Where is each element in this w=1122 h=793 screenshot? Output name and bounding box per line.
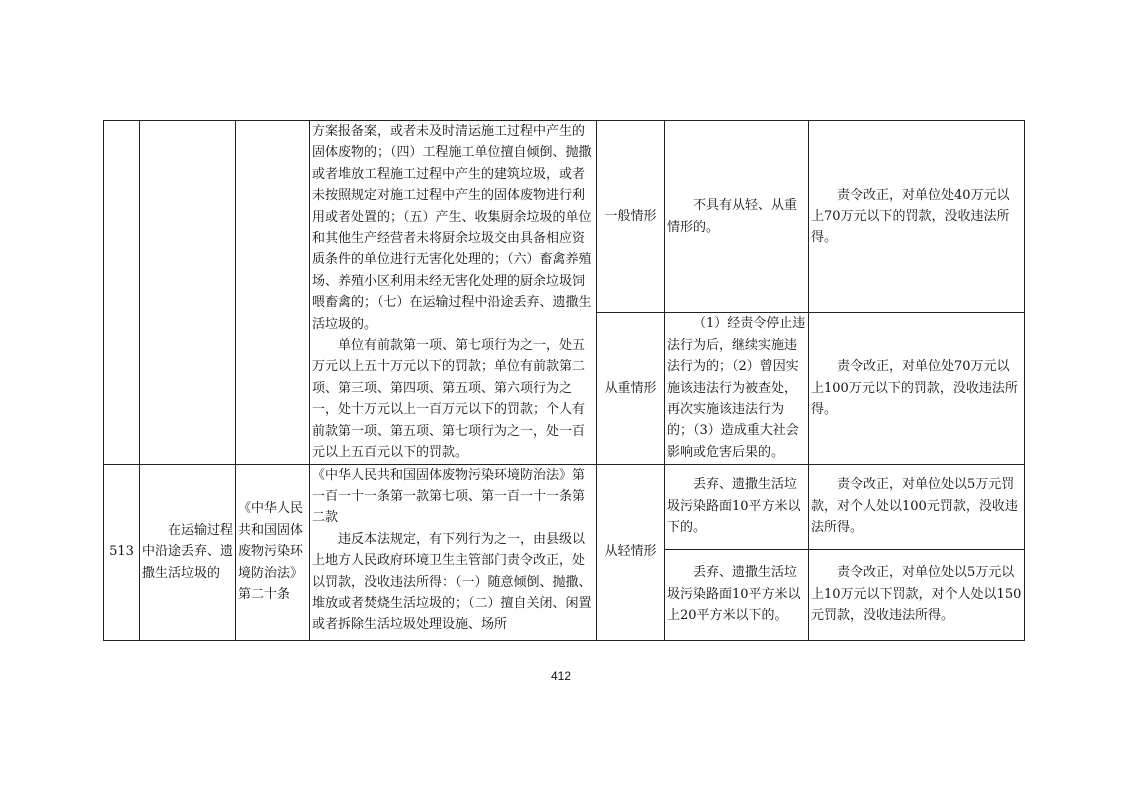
condition-cell: （1）经责令停止违法行为后，继续实施违法行为的；（2）曾因实施该违法行为被查处，再次实施该违法行为的；（3）造成重大社会影响或危害后果的。 — [665, 313, 809, 464]
conduct-text: 《中华人民共和国固体废物污染环境防治法》第一百一十一条第一款第七项、第一百一十一条第二款 — [312, 467, 586, 526]
row-number-cell — [104, 121, 140, 465]
page-number: 412 — [550, 669, 572, 683]
penalty-cell: 责令改正，对单位处以5万元以上10万元以下罚款，对个人处以150元罚款，没收违法所得。 — [809, 549, 1025, 640]
row-number-cell: 513 — [104, 464, 140, 640]
level-cell: 一般情形 — [597, 121, 665, 313]
table-row — [104, 121, 1025, 313]
penalty-cell: 责令改正，对单位处70万元以上100万元以下的罚款，没收违法所得。 — [809, 313, 1025, 464]
level-cell: 从重情形 — [597, 313, 665, 464]
penalty-table — [103, 120, 1025, 641]
conduct-text: 违反本法规定，有下列行为之一，由县级以上地方人民政府环境卫生主管部门责令改正，处以罚款，没收违法所得：（一）随意倾倒、抛撒、堆放或者焚烧生活垃圾的；（二）擅自关闭、闲置或者拆除生活垃圾处理设施、场所 — [312, 531, 592, 633]
item-cell — [140, 121, 236, 465]
item-cell: 在运输过程中沿途丢弃、遗撒生活垃圾的 — [140, 464, 236, 640]
basis-cell: 《中华人民共和国固体废物污染环境防治法》第二十条 — [236, 464, 310, 640]
basis-cell — [236, 121, 310, 465]
conduct-text: 方案报备案，或者未及时清运施工过程中产生的固体废物的；（四）工程施工单位擅自倾倒、抛撒或者堆放工程施工过程中产生的建筑垃圾，或者未按照规定对施工过程中产生的固体废物进行利用或者处置的；（五）产生、收集厨余垃圾的单位和其他生产经营者未将厨余垃圾交由具备相应资质条件的单位进行无害化处理的；（六）畜禽养殖场、养殖小区利用未经无害化处理的厨余垃圾饲喂畜禽的；（七）在运输过程中沿途丢弃、遗撒生活垃圾的。 — [312, 124, 592, 332]
conduct-cell — [310, 464, 597, 640]
penalty-cell: 责令改正，对单位处40万元以上70万元以下的罚款，没收违法所得。 — [809, 121, 1025, 313]
conduct-text: 单位有前款第一项、第七项行为之一，处五万元以上五十万元以下的罚款；单位有前款第二项、第三项、第四项、第五项、第六项行为之一，处十万元以上一百万元以下的罚款；个人有前款第一项、第五项、第七项行为之一，处一百元以上五百元以下的罚款。 — [312, 338, 586, 461]
penalty-cell: 责令改正，对单位处以5万元罚款，对个人处以100元罚款，没收违法所得。 — [809, 464, 1025, 549]
condition-cell: 丢弃、遗撒生活垃圾污染路面10平方米以下的。 — [665, 464, 809, 549]
level-cell: 从轻情形 — [597, 464, 665, 640]
table-row — [104, 464, 1025, 549]
condition-cell: 不具有从轻、从重情形的。 — [665, 121, 809, 313]
condition-cell: 丢弃、遗撒生活垃圾污染路面10平方米以上20平方米以下的。 — [665, 549, 809, 640]
conduct-cell — [310, 121, 597, 465]
